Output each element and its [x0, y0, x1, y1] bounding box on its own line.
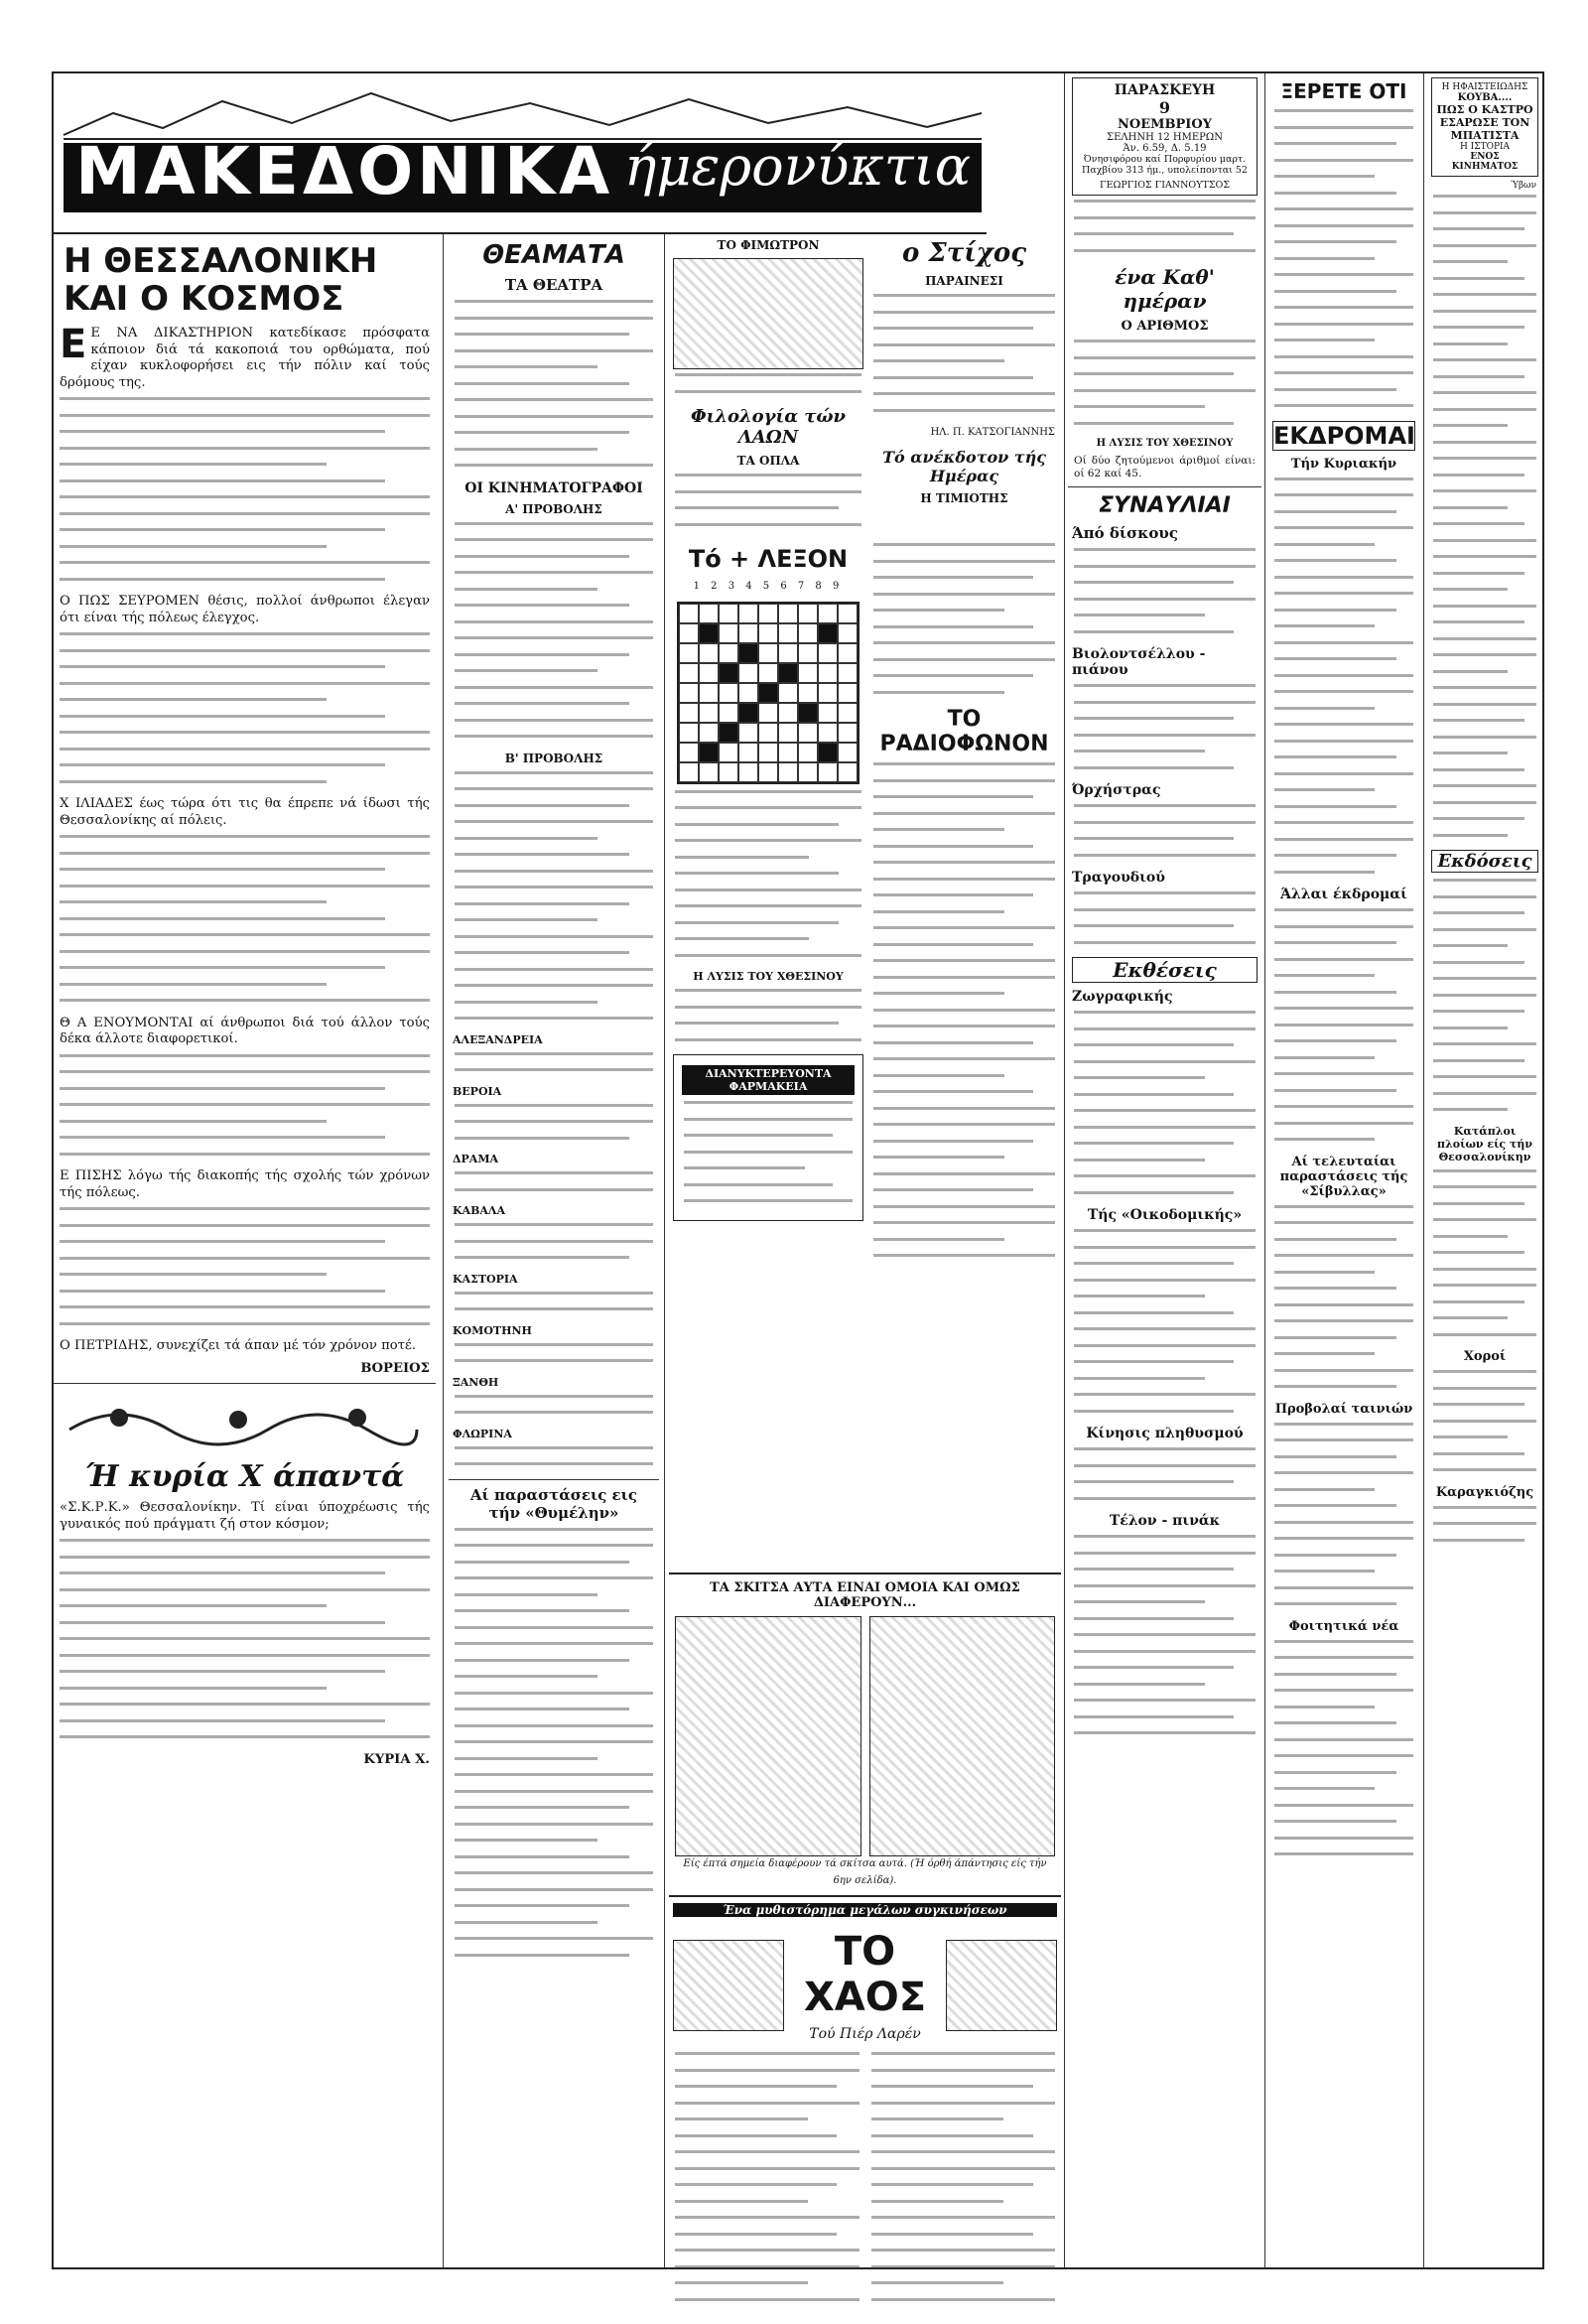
novel-text-left — [675, 2052, 860, 2314]
region-kavala: ΚΑΒΑΛΑ — [453, 1204, 505, 1217]
lead-paragraph-4: Θ Α ΕΝΟΥΜΟΝΤΑΙ αί άνθρωποι διά τού άλλον τούς δέκα άλλοτε διαφορετικοί. — [60, 1015, 430, 1046]
anekdoto-text — [873, 543, 1055, 694]
novel-portrait-left — [673, 1940, 784, 2031]
grid-cell — [838, 683, 858, 703]
grid-cell-black — [719, 723, 738, 743]
ta-opla-heading: ΤΑ ΟΠΛΑ — [736, 454, 800, 468]
novel-portrait-right — [946, 1940, 1057, 2031]
lead-text-block-3 — [60, 835, 430, 1002]
grid-cell — [719, 604, 738, 623]
hfaistion-enos: ΕΝΟΣ ΚΙΝΗΜΑΤΟΣ — [1451, 152, 1519, 172]
grid-cell-black — [798, 703, 818, 723]
lexon-heading: Τό + ΛΕΞΟΝ — [688, 545, 849, 573]
sketches-caption: Είς έπτά σημεία διαφέρουν τά σκίτσα αυτά. (Ή όρθή άπάντησις είς τήν 6ην σελίδα). — [683, 1858, 1047, 1886]
calendar-day: ΠΑΡΑΣΚΕΥΗ — [1114, 82, 1216, 98]
grid-cell — [719, 683, 738, 703]
masthead — [54, 73, 987, 234]
provolai-text — [1274, 1423, 1413, 1606]
oikodomiki-heading: Τής «Οικοδομικής» — [1087, 1207, 1243, 1223]
grid-cell — [679, 703, 699, 723]
theamata-title: ΘΕΑΜΑΤΑ — [482, 240, 625, 270]
lead-paragraph-6: Ο ΠΕΤΡΙΔΗΣ, συνεχίζει τά άπαν μέ τόν χρόνον ποτέ. — [60, 1338, 417, 1353]
arithmos-heading: Ο ΑΡΙΘΜΟΣ — [1121, 319, 1209, 334]
grid-cell — [679, 743, 699, 762]
ekdromai-text — [1274, 478, 1413, 874]
fimotron-heading: ΤΟ ΦΙΜΩΤΡΟΝ — [717, 238, 820, 252]
column-middle — [669, 232, 1061, 1572]
grid-cell — [818, 762, 838, 782]
hfaistion-title: ΠΩΣ Ο ΚΑΣΤΡΟ ΕΣΑΡΩΣΕ ΤΟΝ ΜΠΑΤΙΣΤΑ — [1436, 103, 1533, 142]
grid-cell — [758, 762, 778, 782]
grid-cell — [679, 683, 699, 703]
grid-cell-black — [738, 703, 758, 723]
grid-cell — [719, 762, 738, 782]
oikodomiki-text — [1074, 1229, 1256, 1413]
grid-cell — [738, 683, 758, 703]
masthead-skyline — [54, 73, 987, 143]
grid-cell — [738, 762, 758, 782]
zografiki-text — [1074, 1011, 1256, 1194]
grid-cell — [679, 762, 699, 782]
fimotron-caption — [675, 373, 861, 393]
calendar-director: ΓΕΩΡΓΙΟΣ ΓΙΑΝΝΟΥΤΣΟΣ — [1099, 180, 1231, 191]
katapli-text — [1433, 1169, 1536, 1336]
grid-cell — [699, 762, 719, 782]
aftai-text — [1274, 1205, 1413, 1389]
grid-cell — [778, 683, 798, 703]
lead-text-block — [60, 397, 430, 581]
calendar-date: 9 — [1158, 98, 1171, 117]
theatra-heading: ΤΑ ΘΕΑΤΡΑ — [504, 276, 603, 294]
region-listing-6 — [455, 1343, 653, 1363]
grid-cell — [699, 643, 719, 663]
kathimeran-title: ένα Καθ' ημέραν — [1115, 265, 1215, 313]
karagiozis-heading: Καραγκιόζης — [1435, 1484, 1534, 1500]
lead-paragraph-3: Χ ΙΛΙΑΔΕΣ έως τώρα ότι τις θα έπρεπε νά ίδωσι τής Θεσσαλονίκης αί πόλεις. — [60, 796, 430, 828]
grid-cell — [818, 604, 838, 623]
grid-cell — [798, 604, 818, 623]
grid-cell-black — [758, 683, 778, 703]
grid-cell — [738, 743, 758, 762]
grid-cell — [778, 762, 798, 782]
kyria-paragraph: «Σ.Κ.Ρ.Κ.» Θεσσαλονίκην. Τί είναι ύποχρέωσις τής γυναικός πού πράγματι ζή στον κόσμον; — [60, 1500, 430, 1532]
grid-cell — [838, 623, 858, 643]
tragoudiou-text — [1074, 891, 1256, 944]
hfaistion-box — [1431, 77, 1538, 177]
a-provoles-heading: Α' ΠΡΟΒΟΛΗΣ — [505, 501, 602, 516]
telos-heading: Τέλον - πινάκ — [1109, 1513, 1221, 1529]
lead-text-block-5 — [60, 1207, 430, 1325]
synavlies-heading: ΣΥΝΑΥΛΙΑΙ — [1099, 493, 1231, 518]
stichos-heading: ο Στίχος — [901, 238, 1027, 268]
tragoudiou-heading: Τραγουδιού — [1072, 870, 1165, 886]
a-provoles-listing — [455, 522, 653, 739]
orchistra-heading: Όρχήστρας — [1072, 782, 1161, 798]
grid-cell — [778, 703, 798, 723]
region-kastoria: ΚΑΣΤΟΡΙΑ — [453, 1272, 518, 1286]
column-rule — [1064, 73, 1065, 2267]
grid-cell — [699, 663, 719, 683]
choroi-heading: Χοροί — [1463, 1349, 1507, 1364]
grid-cell — [699, 683, 719, 703]
ekdromai-title: ΕΚΔΡΟΜΑΙ — [1273, 421, 1415, 450]
violoncello-heading: Βιολοντσέλλου - πιάνου — [1072, 646, 1206, 678]
grid-cell — [818, 723, 838, 743]
grid-cell — [738, 663, 758, 683]
grid-cell — [679, 663, 699, 683]
foititika-text — [1274, 1640, 1413, 1856]
grid-cell — [798, 623, 818, 643]
grid-cell — [699, 604, 719, 623]
premiere-text — [455, 1528, 653, 1957]
grid-cell — [758, 703, 778, 723]
radio-listing — [873, 762, 1055, 1257]
grid-cell — [838, 703, 858, 723]
grid-cell — [679, 643, 699, 663]
telos-text — [1074, 1535, 1256, 1734]
cinemas-heading: ΟΙ ΚΙΝΗΜΑΤΟΓΡΑΦΟΙ — [464, 479, 643, 496]
orchistra-text — [1074, 804, 1256, 857]
grid-cell — [798, 723, 818, 743]
grid-cell — [758, 663, 778, 683]
premiere-heading: Αί παραστάσεις εις τήν «Θυμέλην» — [469, 1485, 638, 1522]
kyria-signature: ΚΥΡΙΑ Χ. — [363, 1751, 430, 1767]
region-listing-1 — [455, 1052, 653, 1072]
b-provoles-listing — [455, 771, 653, 1021]
novel-author: Τού Πιέρ Λαρέν — [809, 2026, 921, 2042]
alla-heading: Άλλαι έκδρομαί — [1280, 887, 1407, 902]
column-ekdromai — [1268, 73, 1419, 2267]
grid-cell — [679, 723, 699, 743]
lexon-clues — [675, 790, 861, 957]
region-florina: ΦΛΩΡΙΝΑ — [453, 1427, 512, 1440]
grid-cell — [838, 643, 858, 663]
region-listing-7 — [455, 1395, 653, 1415]
divider — [54, 1383, 436, 1384]
region-listing-3 — [455, 1171, 653, 1191]
grid-cell — [738, 723, 758, 743]
grid-cell — [798, 663, 818, 683]
b-provoles-heading: Β' ΠΡΟΒΟΛΗΣ — [504, 751, 603, 765]
lysi-heading: Η ΛΥΣΙΣ ΤΟΥ ΧΘΕΣΙΝΟΥ — [693, 970, 844, 983]
choroi-text — [1433, 1370, 1536, 1471]
filologia-heading: Φιλολογία τών ΛΑΩΝ — [690, 406, 847, 448]
theatra-listing — [455, 300, 653, 467]
grid-cell — [818, 703, 838, 723]
grid-cell — [719, 623, 738, 643]
grid-cell — [679, 623, 699, 643]
hfaistion-istoria: Η ΙΣΤΟΡΙΑ — [1459, 142, 1511, 152]
novel-banner: Ένα μυθιστόρημα μεγάλων συγκινήσεων — [673, 1903, 1057, 1917]
lead-title: Η ΘΕΣΣΑΛΟΝΙΚΗ ΚΑΙ Ο ΚΟΣΜΟΣ — [64, 241, 378, 319]
calendar-box — [1072, 77, 1257, 196]
farmakeia-box — [673, 1054, 863, 1221]
arithmos-text — [1074, 340, 1256, 425]
calendar-sun: Άν. 6.59, Δ. 5.19 — [1123, 143, 1207, 154]
calendar-saints: Όνησιφόρου καί Πορφυρίου μαρτ. Παχβίου 313 ήμ., υπολείπονται 52 — [1082, 154, 1248, 176]
stichos-text — [873, 294, 1055, 412]
sketch-left — [675, 1616, 861, 1856]
kathimeran-answer: Οί δύο ζητούμενοι άριθμοί είναι: οί 62 καί 45. — [1074, 455, 1256, 479]
grid-cell-black — [719, 663, 738, 683]
calendar-month: ΝΟΕΜΒΡΙΟΥ — [1118, 117, 1212, 132]
column-rule — [1423, 73, 1424, 2267]
region-listing-8 — [455, 1446, 653, 1466]
column-rule — [1264, 73, 1265, 2267]
grid-cell-black — [699, 623, 719, 643]
divider — [449, 1479, 659, 1480]
region-listing-5 — [455, 1292, 653, 1311]
kyria-text-block — [60, 1539, 430, 1738]
lead-text-block-2 — [60, 632, 430, 783]
grid-cell — [838, 723, 858, 743]
parainesi-heading: ΠΑΡΑΙΝΕΣΙ — [925, 274, 1003, 288]
grid-cell — [838, 762, 858, 782]
kyria-title: Ή κυρία Χ άπαντά — [84, 1459, 405, 1494]
grid-cell — [778, 623, 798, 643]
kinisi-text — [1074, 1447, 1256, 1500]
grid-cell — [758, 643, 778, 663]
grid-cell — [778, 643, 798, 663]
grid-cell — [699, 703, 719, 723]
column-calendar — [1068, 73, 1261, 2267]
grid-cell — [778, 604, 798, 623]
grid-cell — [798, 743, 818, 762]
grid-cell — [778, 743, 798, 762]
apo-diskous-text — [1074, 548, 1256, 633]
ekthesis-title: Εκθέσεις — [1072, 957, 1257, 983]
column-theamata — [449, 234, 659, 2267]
masthead-script: ήμερονύκτια — [624, 135, 972, 198]
hfaistion-label: Η ΗΦΑΙΣΤΕΙΩΔΗΣ — [1441, 82, 1528, 92]
lysi-text — [675, 989, 861, 1041]
grid-cell — [758, 623, 778, 643]
region-komotini: ΚΟΜΟΤΗΝΗ — [453, 1323, 532, 1337]
crossword-grid — [677, 602, 860, 784]
divider — [1068, 486, 1261, 487]
grid-cell — [838, 604, 858, 623]
grid-cell — [719, 643, 738, 663]
newspaper-page — [52, 71, 1544, 2269]
grid-cell — [679, 604, 699, 623]
grid-cell — [798, 762, 818, 782]
filologia-text — [675, 474, 861, 526]
grid-cell — [838, 743, 858, 762]
aftai-heading: Αί τελευταίαι παραστάσεις τής «Σίβυλλας» — [1279, 1154, 1408, 1199]
column-rule — [664, 234, 665, 2267]
lead-signature: ΒΟΡΕΙΟΣ — [360, 1360, 430, 1376]
katapli-heading: Κατάπλοι πλοίων είς τήν Θεσσαλονίκην — [1437, 1124, 1532, 1163]
region-listing-2 — [455, 1104, 653, 1140]
novel-title: ΤΟ ΧΑΟΣ — [803, 1929, 927, 2020]
grid-cell-black — [818, 623, 838, 643]
karagiozis-text — [1433, 1506, 1536, 1542]
apo-diskous-heading: Άπό δίσκους — [1072, 524, 1178, 542]
ekdoseis-text — [1433, 879, 1536, 1111]
grid-numbers: 1 2 3 4 5 6 7 8 9 — [693, 581, 844, 592]
lead-text-block-4 — [60, 1054, 430, 1156]
grid-cell — [738, 623, 758, 643]
sketches-section — [669, 1572, 1061, 1892]
lead-paragraph-2: Ο ΠΩΣ ΣΕΥΡΟΜΕΝ θέσις, πολλοί άνθρωποι έλεγαν ότι είναι τής πόλεως έλεγχος. — [60, 594, 430, 625]
sketches-title: ΤΑ ΣΚΙΤΣΑ ΑΥΤΑ ΕΙΝΑΙ ΟΜΟΙΑ ΚΑΙ ΟΜΩΣ ΔΙΑΦΕΡΟΥΝ... — [710, 1580, 1020, 1610]
farmakeia-list — [684, 1101, 853, 1202]
xerete-text — [1274, 109, 1413, 407]
hfaistion-text — [1433, 195, 1536, 837]
masthead-title: ΜΑΚΕΔΟΝΙΚΑ — [75, 133, 614, 209]
farmakeia-heading: ΔΙΑΝΥΚΤΕΡΕΥΟΝΤΑ ΦΑΡΜΑΚΕΙΑ — [682, 1065, 855, 1095]
region-listing-4 — [455, 1223, 653, 1259]
calendar-moon: ΣΕΛΗΝΗ 12 ΗΜΕΡΩΝ — [1107, 132, 1223, 143]
lead-paragraph-5: Ε ΠΙΣΗΣ λόγω τής διακοπής τής σχολής τών χρόνων τής πόλεως. — [60, 1168, 430, 1200]
region-veroia: ΒΕΡΟΙΑ — [453, 1084, 502, 1098]
calendar-notes — [1074, 200, 1256, 252]
grid-cell — [798, 683, 818, 703]
grid-cell — [719, 703, 738, 723]
grid-cell — [758, 723, 778, 743]
timiotis-heading: Η ΤΙΜΙΟΤΗΣ — [920, 490, 1008, 505]
hfaistion-yposi: Ύβων — [1510, 181, 1536, 191]
grid-cell — [699, 723, 719, 743]
kyriaki-heading: Τήν Κυριακήν — [1290, 456, 1397, 472]
zografiki-heading: Ζωγραφικής — [1072, 989, 1173, 1005]
grid-cell — [818, 643, 838, 663]
cherub-ornament-icon — [60, 1390, 427, 1449]
fimotron-cartoon — [673, 258, 863, 369]
grid-cell — [818, 663, 838, 683]
column-rule — [443, 234, 444, 2267]
grid-cell-black — [778, 663, 798, 683]
alla-text — [1274, 908, 1413, 1141]
ekdoseis-title: Εκδόσεις — [1431, 850, 1538, 873]
grid-cell-black — [699, 743, 719, 762]
stichos-signature: ΗΛ. Π. ΚΑΤΣΟΓΙΑΝΝΗΣ — [930, 427, 1055, 438]
grid-cell-black — [738, 643, 758, 663]
novel-text-right — [871, 2052, 1056, 2314]
xerete-title: ΞΕΡΕΤΕ ΟΤΙ — [1280, 79, 1407, 103]
grid-cell — [778, 723, 798, 743]
foititika-heading: Φοιτητικά νέα — [1288, 1618, 1399, 1634]
kathimeran-lysi: Η ΛΥΣΙΣ ΤΟΥ ΧΘΕΣΙΝΟΥ — [1096, 438, 1234, 449]
novel-section — [669, 1895, 1061, 2264]
grid-cell — [738, 604, 758, 623]
anekdoto-heading: Τό ανέκδοτον τής Ημέρας — [882, 447, 1046, 485]
grid-cell — [758, 743, 778, 762]
region-alexandreia: ΑΛΕΞΑΝΔΡΕΙΑ — [453, 1032, 543, 1046]
grid-cell — [838, 663, 858, 683]
column-hfaistion — [1427, 73, 1542, 2267]
grid-cell — [818, 683, 838, 703]
sketch-right — [869, 1616, 1056, 1856]
grid-cell — [758, 604, 778, 623]
hfaistion-kouva: ΚΟΥΒΑ.... — [1457, 92, 1513, 103]
provolai-heading: Προβολαί ταινιών — [1274, 1401, 1413, 1417]
kinisi-heading: Κίνησις πληθυσμού — [1086, 1426, 1244, 1441]
radio-heading: ΤΟ ΡΑΔΙΟΦΩΝΟΝ — [879, 707, 1049, 756]
grid-cell — [798, 643, 818, 663]
region-drama: ΔΡΑΜΑ — [453, 1153, 499, 1165]
violoncello-text — [1074, 684, 1256, 769]
lead-paragraph-1: Ε Ε ΝΑ ΔΙΚΑΣΤΗΡΙΟΝ κατεδίκασε πρόσφατα κάποιον διά τά κακοποιά του ορθώματα, πού είχαν κυκλοφορήσει εις τήν πόλιν καί τούς δρόμους της. — [60, 322, 430, 390]
grid-cell-black — [818, 743, 838, 762]
grid-cell — [719, 743, 738, 762]
column-lead — [54, 234, 436, 2267]
region-xanthi: ΞΑΝΘΗ — [453, 1375, 499, 1389]
